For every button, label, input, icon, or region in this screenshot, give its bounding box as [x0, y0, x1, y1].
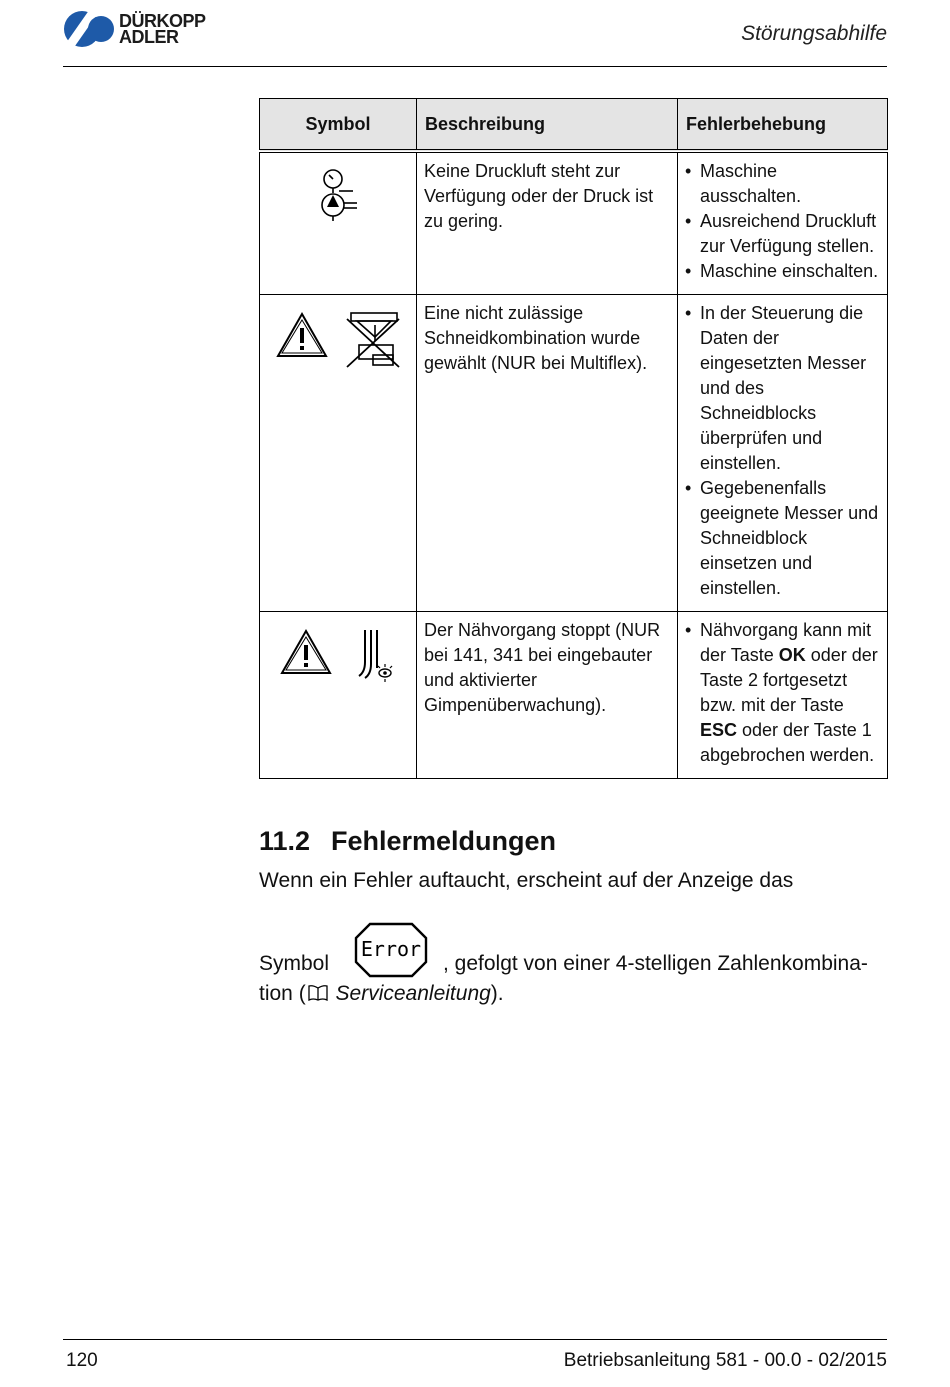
table-row — [260, 612, 888, 779]
key-ok: OK — [778, 645, 806, 665]
paragraph-line: Wenn ein Fehler auftaucht, erscheint auf der Anzeige das — [259, 869, 794, 892]
fix-step: • Nähvorgang kann mit der Taste OK oder der Taste 2 fortgesetzt bzw. mit der Taste ESC oder der Taste 1 abgebrochen werden. — [685, 618, 881, 768]
error-symbol-label: Error — [360, 937, 422, 961]
warning-triangle-icon — [280, 628, 332, 676]
fix-cell — [678, 295, 888, 612]
column-header-description: Beschreibung — [417, 99, 678, 152]
logo-text: DÜRKOPP ADLER — [119, 11, 206, 47]
symbol-cell — [260, 295, 417, 612]
document-reference: Betriebsanleitung 581 - 00.0 - 02/2015 — [563, 1350, 887, 1371]
symbol-cell — [260, 612, 417, 779]
key-esc: ESC — [700, 720, 738, 740]
fix-step: • Maschine ausschalten. — [685, 159, 881, 209]
section-title: Störungsabhilfe — [741, 22, 887, 45]
fix-cell — [678, 151, 888, 295]
fix-step: • Gegebenenfalls geeignete Messer und Schneidblock einsetzen und einstellen. — [685, 476, 881, 601]
header-divider — [63, 66, 887, 67]
table-row — [260, 151, 888, 295]
description-cell: Der Nähvorgang stoppt (NUR bei 141, 341 bei eingebauter und aktivierter Gimpenüberwachung). — [417, 612, 678, 779]
troubleshooting-table — [259, 98, 888, 779]
fix-step: • Ausreichend Druckluft zur Verfügung stellen. — [685, 209, 881, 259]
gimp-monitoring-icon — [357, 628, 397, 682]
paragraph-continuation: , gefolgt von einer 4-stelligen Zahlenkombina- — [443, 952, 868, 975]
cutting-combination-icon — [345, 311, 401, 369]
page-number: 120 — [66, 1350, 98, 1371]
paragraph-line — [259, 952, 889, 976]
fix-step: • In der Steuerung die Daten der eingesetzten Messer und des Schneidblocks überprüfen und einstellen. — [685, 301, 881, 476]
brand-logo — [63, 10, 233, 50]
symbol-word: Symbol — [259, 952, 330, 975]
section-number: 11.2 — [259, 826, 311, 856]
description-cell: Keine Druckluft steht zur Verfügung oder der Druck ist zu gering. — [417, 151, 678, 295]
reference-link: Serviceanleitung — [335, 982, 491, 1005]
logo-mark-icon — [63, 10, 115, 48]
description-cell: Eine nicht zulässige Schneidkombination wurde gewählt (NUR bei Multiflex). — [417, 295, 678, 612]
paragraph-line: tion ( Serviceanleitung). — [259, 982, 504, 1005]
symbol-cell — [260, 151, 417, 295]
column-header-symbol: Symbol — [260, 99, 417, 152]
warning-triangle-icon — [276, 311, 328, 359]
fix-cell — [678, 612, 888, 779]
section-heading — [259, 826, 556, 857]
footer-divider — [63, 1339, 887, 1340]
column-header-fix: Fehlerbehebung — [678, 99, 888, 152]
section-heading-title: Fehlermeldungen — [331, 826, 557, 856]
table-header-row — [260, 99, 888, 152]
fix-step: • Maschine einschalten. — [685, 259, 881, 284]
table-row — [260, 295, 888, 612]
book-icon — [308, 984, 328, 1002]
pressure-gauge-icon — [319, 167, 359, 223]
